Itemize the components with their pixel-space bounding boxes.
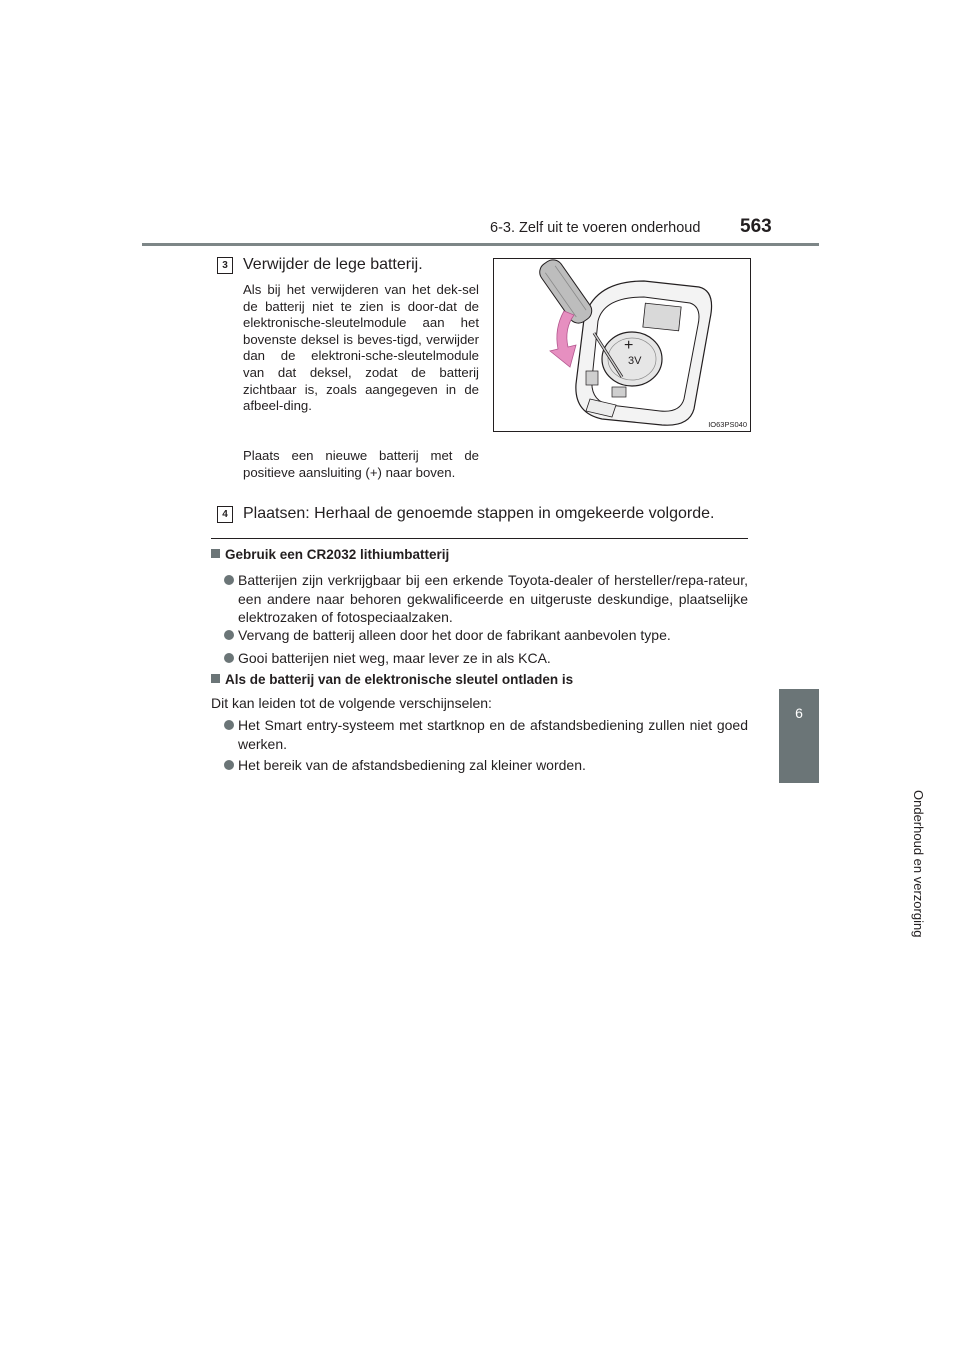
bullet-dot-icon xyxy=(224,720,234,730)
figure-code: IO63PS040 xyxy=(708,420,747,429)
note-2-bullet-1: Het Smart entry-systeem met startknop en de afstandsbediening zullen niet goed werken. xyxy=(224,716,748,753)
chapter-title: Onderhoud en verzorging xyxy=(911,790,926,938)
chapter-number: 6 xyxy=(795,705,803,721)
section-header: 6-3. Zelf uit te voeren onderhoud xyxy=(490,220,701,236)
bullet-dot-icon xyxy=(224,630,234,640)
battery-removal-figure xyxy=(493,258,751,432)
note-1-bullet-1: Batterijen zijn verkrijgbaar bij een erkende Toyota-dealer of hersteller/repa-rateur, een andere naar behoren gekwalificeerde en uitgeruste deskundige, plaatselijke elektrozaken of fotospeciaalzaken. xyxy=(224,571,748,627)
section-divider xyxy=(211,538,748,539)
page-number: 563 xyxy=(740,216,772,237)
note-heading-battery-empty: Als de batterij van de elektronische sleutel ontladen is xyxy=(211,672,573,687)
chapter-title-vertical xyxy=(786,790,926,938)
step-3-badge: 3 xyxy=(217,257,233,274)
note-2-bullet-2: Het bereik van de afstandsbediening zal kleiner worden. xyxy=(224,756,748,775)
step-4-badge: 4 xyxy=(217,506,233,523)
note-2-intro: Dit kan leiden tot de volgende verschijnselen: xyxy=(211,695,492,711)
bullet-dot-icon xyxy=(224,575,234,585)
header-rule xyxy=(142,243,819,246)
battery-plus-label: + xyxy=(624,337,634,354)
note-heading-battery-type: Gebruik een CR2032 lithiumbatterij xyxy=(211,547,449,562)
step-3-title: Verwijder de lege batterij. xyxy=(243,256,423,273)
note-1-bullet-2: Vervang de batterij alleen door het door de fabrikant aanbevolen type. xyxy=(224,626,748,645)
square-bullet-icon xyxy=(211,674,220,683)
key-fob-illustration xyxy=(494,259,750,431)
step-4-title: Plaatsen: Herhaal de genoemde stappen in omgekeerde volgorde. xyxy=(243,505,715,522)
bullet-dot-icon xyxy=(224,653,234,663)
note-1-bullet-3: Gooi batterijen niet weg, maar lever ze in als KCA. xyxy=(224,649,748,668)
square-bullet-icon xyxy=(211,549,220,558)
chapter-tab xyxy=(779,689,819,783)
step-3-paragraph-2: Plaats een nieuwe batterij met de positieve aansluiting (+) naar boven. xyxy=(243,448,479,480)
step-3-paragraph-1: Als bij het verwijderen van het dek-sel de batterij niet te zien is door-dat de elektronische-sleutelmodule aan het bovenste deksel is beves-tigd, verwijder dan de elektroni-sche-sleutelmodule van dat deksel, zodat de batterij zichtbaar is, zoals aangegeven in de afbeel-ding. xyxy=(243,282,479,414)
bullet-dot-icon xyxy=(224,760,234,770)
battery-voltage-label: 3V xyxy=(628,355,642,367)
